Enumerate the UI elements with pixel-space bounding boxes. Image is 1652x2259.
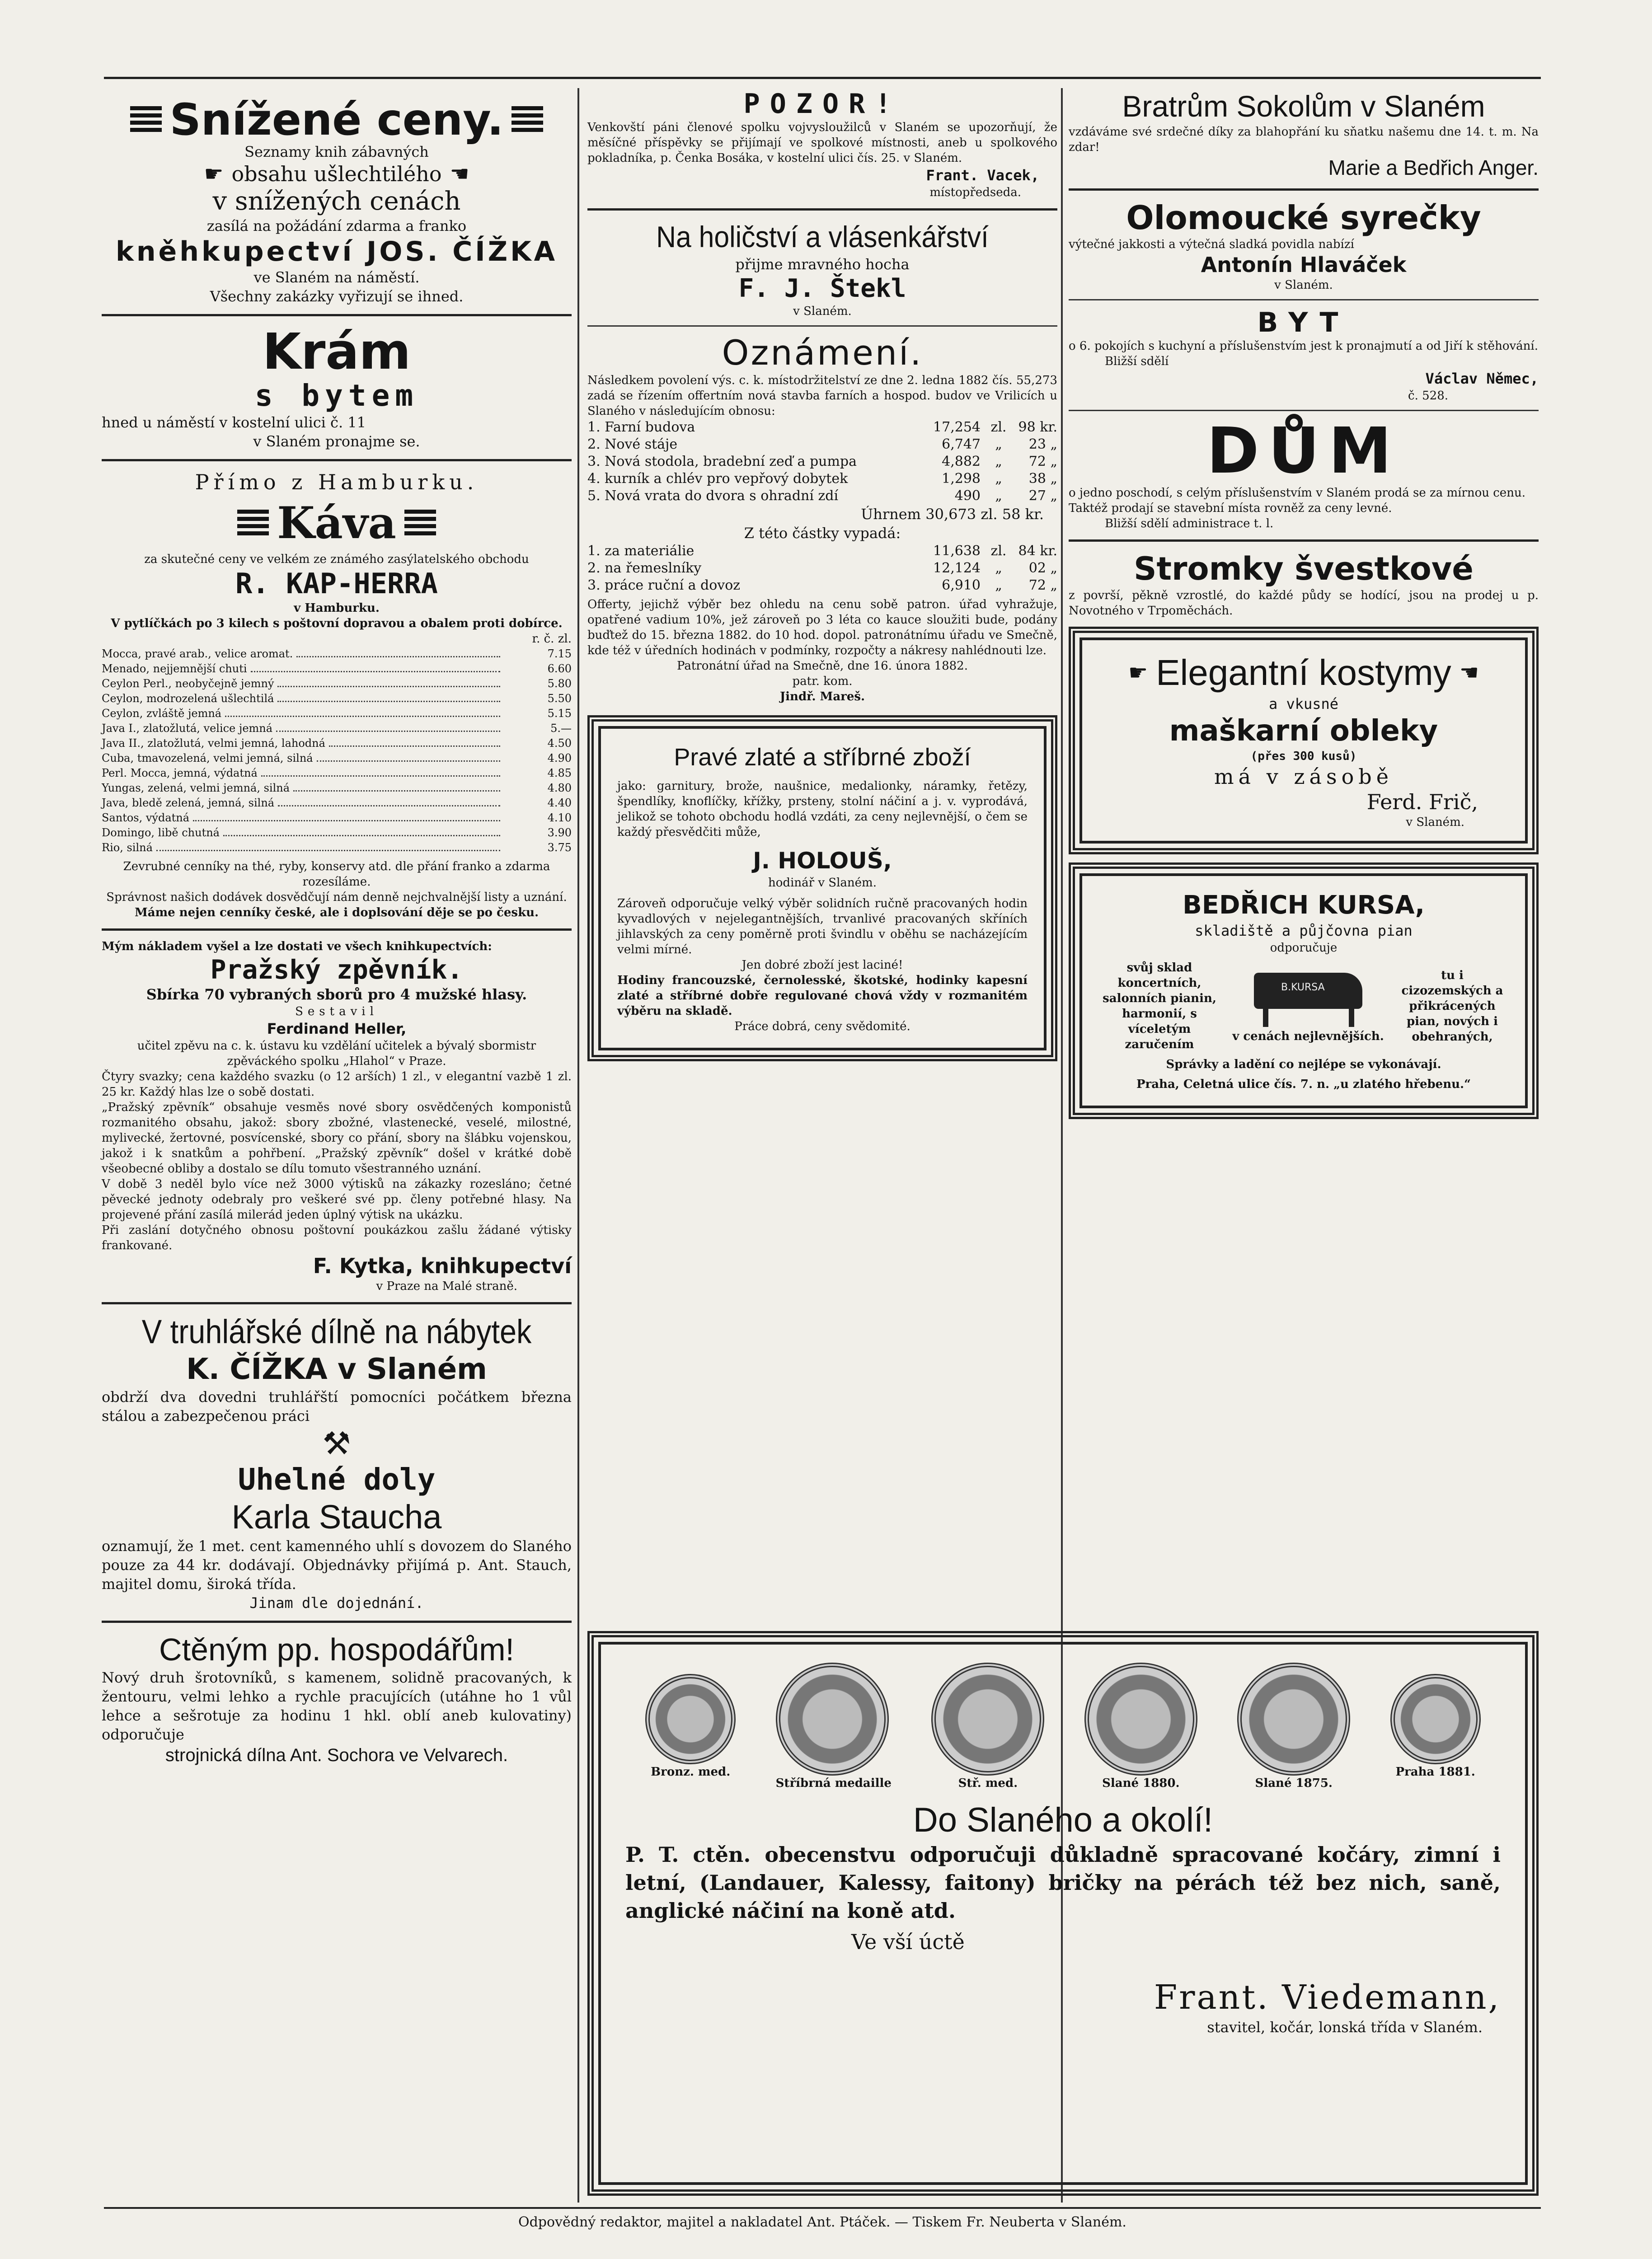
ad-hospodari: [102, 1631, 572, 1767]
ad-oznameni: [587, 333, 1057, 704]
cost-amount: 6,747: [942, 436, 981, 452]
ornament-bars-icon: [512, 106, 543, 133]
ad-title: POZOR!: [743, 88, 901, 120]
cost-row: [587, 453, 1057, 470]
medal-caption: Stř. med.: [958, 1776, 1018, 1790]
cost-kr: 27 „: [1028, 488, 1057, 504]
price-row: [102, 825, 572, 840]
ad-title: Elegantní kostymy: [1156, 652, 1451, 693]
ad-line: Správnost našich dodávek dosvědčují nám denně nejchvalnější listy a uznání.: [106, 890, 567, 904]
item-price: 5.80: [547, 677, 572, 690]
ad-body: svůj sklad koncertních, salonních pianin, harmonií, s víceletým zaručením: [1103, 961, 1216, 1051]
ad-title: BEDŘICH KURSA,: [1183, 890, 1425, 920]
ad-title: Na holičství a vlásenkářství: [656, 220, 989, 253]
seller-name: F. Kytka, knihkupectví: [313, 1254, 572, 1278]
price-row: [102, 796, 572, 811]
ad-name: Frant. Viedemann,: [1154, 1978, 1501, 2017]
price-row: [102, 751, 572, 766]
ad-line: odporučuje: [1270, 941, 1338, 955]
ad-body: tu i cizozemských a přikrácených pian, nových i obehraných,: [1401, 969, 1503, 1044]
dot-leader: [261, 775, 500, 777]
ad-line: v snížených cenách: [212, 187, 461, 216]
cost-row: [587, 560, 1057, 577]
dot-leader: [223, 835, 500, 836]
ad-line: č. 528.: [1408, 389, 1448, 403]
ad-kram: [102, 324, 572, 451]
price-row: [102, 676, 572, 691]
ad-title: Uhelné doly: [238, 1462, 436, 1497]
ad-title: Bratrům Sokolům v Slaném: [1122, 89, 1485, 123]
medal-icon: [776, 1663, 889, 1776]
price-row: [102, 661, 572, 676]
ad-title: Oznámení.: [722, 333, 923, 373]
price-row: [102, 840, 572, 855]
medal-caption: Slané 1875.: [1255, 1776, 1333, 1790]
ad-title: Káva: [277, 497, 396, 548]
cost-unit: „: [995, 454, 1002, 469]
ad-line: v Praze na Malé straně.: [376, 1279, 517, 1293]
price-row: [102, 721, 572, 736]
medal-icon: [1390, 1674, 1481, 1764]
ad-title: Snížené ceny.: [169, 94, 504, 145]
ad-snizene-ceny: [102, 94, 572, 306]
cost-total: Úhrnem 30,673 zl. 58 kr.: [861, 506, 1044, 523]
ad-sokol: [1069, 88, 1539, 180]
ad-line: V pytlíčkách po 3 kilech s poštovní dopravou a obalem proti dobírce.: [111, 617, 563, 630]
ad-title: BYT: [1257, 307, 1350, 338]
divider: [1069, 188, 1539, 191]
pointing-hand-icon: ☛: [1128, 660, 1148, 685]
ad-body: Následkem povolení výs. c. k. místodržitelství ze dne 2. ledna 1882 čís. 55,273 zadá se řízením offertním nová stavba farních a hospod. budov ve Vrilicích u Slaného v následujícím obnosu:: [587, 374, 1057, 418]
item-name: Domingo, libě chutná: [102, 826, 220, 839]
ad-kursa-box: [1069, 862, 1539, 1119]
ad-name: K. ČÍŽKA v Slaném: [186, 1353, 487, 1386]
dot-leader: [293, 790, 500, 792]
ad-body: o 6. pokojích s kuchyní a příslušenstvím jest k pronajmutí a od Jiří k stěhování.: [1069, 339, 1538, 353]
pointing-hand-icon: ☚: [450, 161, 469, 187]
divider: [102, 1621, 572, 1623]
pointing-hand-icon: ☛: [204, 161, 224, 187]
medal-caption: Bronz. med.: [651, 1765, 731, 1779]
ad-title: Stromky švestkové: [1134, 550, 1474, 587]
item-name: Ceylon, zvláště jemná: [102, 707, 222, 720]
ad-subtitle: Sbírka 70 vybraných sborů pro 4 mužské hlasy.: [146, 986, 527, 1003]
dot-leader: [193, 820, 500, 821]
dot-leader: [277, 686, 500, 687]
cost-item: 3. Nová stodola, bradební zeď a pumpa: [587, 454, 857, 469]
ad-line: hodinář v Slaném.: [768, 876, 877, 890]
item-price: 5.15: [547, 707, 572, 720]
item-price: 7.15: [547, 647, 572, 660]
author-name: Ferdinand Heller,: [267, 1020, 407, 1037]
ad-stromky: [1069, 550, 1539, 619]
dot-leader: [156, 850, 500, 851]
ad-body: vzdáváme své srdečné díky za blahopřání ku sňatku našemu dne 14. t. m. Na zdar!: [1069, 125, 1539, 154]
ad-title: Olomoucké syrečky: [1126, 199, 1481, 237]
ad-body: jako: garnitury, brože, naušnice, medalionky, náramky, řetězy, špendlíky, knoflíčky, křížky, prsteny, stolní náčiní a j. v. vyprodává, jelikož se tohoto obchodu hodlá vzdáti, za ceny nejlevnější, o čem se každý přesvědčiti může,: [617, 779, 1028, 839]
divider: [587, 208, 1057, 211]
cost-amount: 6,910: [942, 577, 981, 593]
ad-line: v Slaném.: [1274, 278, 1333, 292]
ad-line: Máme nejen cenníky české, ale i doplsování děje se po česku.: [134, 906, 539, 919]
ad-line: Bližší sdělí: [1105, 355, 1169, 368]
medal-icon: [1237, 1663, 1350, 1776]
price-row: [102, 736, 572, 751]
column-left: [102, 88, 572, 2203]
item-name: Rio, silná: [102, 841, 153, 854]
shop-name: kněhkupectví JOS. ČÍŽKA: [115, 236, 558, 267]
medal-icon: [645, 1674, 736, 1764]
item-name: Java II., zlatožlutá, velmi jemná, lahodná: [102, 737, 325, 750]
medal-icon: [1084, 1663, 1197, 1776]
cost-item: 1. za materiálie: [587, 543, 695, 559]
cost-amount: 4,882: [942, 454, 981, 469]
ad-line: ve Slaném na náměstí.: [253, 269, 420, 286]
cost-kr: 23 „: [1028, 436, 1057, 452]
dot-leader: [296, 656, 500, 657]
firm-name: R. KAP-HERRA: [235, 567, 438, 600]
dot-leader: [276, 731, 500, 732]
cost-amount: 1,298: [942, 471, 981, 487]
ad-line: učitel zpěvu na c. k. ústavu ku vzdělání učitelek a bývalý sbormistr zpěváckého spolku „Hlahol“ v Praze.: [137, 1039, 536, 1068]
item-name: Ceylon Perl., neobyčejně jemný: [102, 677, 274, 690]
ad-name: Antonín Hlaváček: [1201, 253, 1407, 277]
ad-body: o jedno poschodí, s celým příslušenstvím v Slaném prodá se za mírnou cenu.: [1069, 486, 1525, 500]
cost-amount: 11,638: [933, 543, 981, 559]
cost-item: 1. Farní budova: [587, 419, 695, 435]
divider: [1069, 539, 1539, 542]
ad-title: V truhlářské dílně na nábytek: [141, 1313, 532, 1350]
ad-holous-box: [587, 715, 1057, 1061]
ad-title: Pravé zlaté a stříbrné zboží: [674, 744, 971, 771]
price-row: [102, 766, 572, 781]
ad-body: Offerty, jejichž výběr bez ohledu na cenu sobě patron. úřad vyhražuje, opatřené vadium 10%, jež zároveň po 3 léta co kauce sloužiti bude, podány buďtež do 15. března 1882. do 10 hod. dopol. patronátnímu úřadu ve Smečně, kde též v úředních hodinách v podmínky, rozpočty a nákresy nahlédnouti lze.: [587, 598, 1057, 657]
cost-kr: 72 „: [1028, 577, 1057, 593]
ad-body: z površí, pěkně vzrostlé, do každé půdy se hodící, jsou na prodej u p. Novotného v Trpoměchách.: [1069, 589, 1539, 618]
ad-title: Ctěným pp. hospodářům!: [159, 1632, 514, 1667]
ad-line: Čtyry svazky; cena každého svazku (o 12 arších) 1 zl., v elegantní vazbě 1 zl. 25 kr. Každý hlas lze o sobě dostati.: [102, 1070, 572, 1099]
item-name: Mocca, pravé arab., velice aromat.: [102, 647, 293, 660]
cost-unit: „: [995, 471, 1002, 487]
medals-row: [625, 1663, 1501, 1791]
ad-body: Venkovští páni členové spolku vojvysloužilců v Slaném se upozorňují, že měsíčné příspěvky se přijímají ve spolkové místnosti, aneb u spolkového pokladníka, p. Čenka Bosáka, v kostelní ulici čís. 25. v Slaném.: [587, 121, 1057, 165]
ad-body: Zároveň odporučuje velký výběr solidních ručně pracovaných hodin kyvadlových v nejelegantnějších, trvanlivé pracovaných skříních jihlavských za ceny poměrně proti švindlu v oběhu se nacházejícím velmi mírné.: [617, 897, 1028, 956]
ad-byt: [1069, 307, 1539, 403]
ornament-bars-icon: [404, 510, 436, 537]
price-row: [102, 691, 572, 706]
ad-line: v Slaném.: [1406, 815, 1464, 829]
price-list: [102, 647, 572, 855]
ad-line: Z této částky vypadá:: [744, 525, 901, 542]
cost-unit: zl.: [990, 419, 1007, 435]
ad-line: má v zásobě: [1214, 764, 1393, 789]
ad-viedemann-box: [587, 1631, 1539, 2196]
divider: [102, 459, 572, 461]
ad-pozor: [587, 88, 1057, 200]
ad-body: Taktéž prodají se stavební místa rovněž za ceny levné.: [1069, 501, 1392, 515]
ad-line: v Hamburku.: [294, 601, 380, 615]
ad-body: Hodiny francouzské, černolesské, škotské, hodinky kapesní zlaté a stříbrné dobře regulované chová vždy v rozmanitém výběru na skladě.: [617, 974, 1028, 1018]
divider: [102, 928, 572, 931]
ad-line: Správky a ladění co nejlépe se vykonávají.: [1166, 1058, 1441, 1071]
cost-row: [587, 577, 1057, 594]
cost-item: 2. Nové stáje: [587, 436, 678, 452]
cost-amount: 12,124: [933, 560, 981, 576]
ad-body: oznamují, že 1 met. cent kamenného uhlí s dovozem do Slaného pouze za 44 kr. dodávají. Objednávky přijímá p. Ant. Stauch, majitel domu, široká třída.: [102, 1537, 572, 1593]
ad-subtitle: s bytem: [254, 378, 419, 413]
dot-leader: [251, 671, 500, 672]
ad-line: v cenách nejlevnějších.: [1232, 1030, 1384, 1043]
divider: [1069, 299, 1539, 300]
ad-name: Ferd. Frič,: [1366, 790, 1478, 814]
cost-unit: „: [995, 560, 1002, 576]
signature: Jindř. Mareš.: [779, 690, 865, 703]
signature: Václav Němec,: [1425, 370, 1539, 387]
imprint: Odpovědný redaktor, majitel a nakladatel Ant. Ptáček. — Tiskem Fr. Neuberta v Slaném.: [104, 2207, 1541, 2230]
cost-split-table: [587, 543, 1057, 594]
piano-label: B.KURSA: [1281, 982, 1325, 993]
cost-item: 2. na řemeslníky: [587, 560, 702, 576]
signature-role: místopředseda.: [929, 186, 1021, 199]
ad-line: Sestavil: [295, 1005, 378, 1018]
ad-title: maškarní obleky: [1169, 714, 1438, 748]
ad-body: výtečné jakkosti a výtečná sladká povidla nabízí: [1069, 238, 1354, 251]
firm-name: strojnická dílna Ant. Sochora ve Velvarech.: [165, 1745, 508, 1765]
ad-uhelne-doly: [102, 1462, 572, 1612]
ad-line: a vkusné: [1268, 695, 1339, 712]
item-price: 4.10: [547, 811, 572, 824]
ad-line: Seznamy knih zábavných: [244, 143, 429, 160]
dot-leader: [329, 745, 500, 747]
ad-body: „Pražský zpěvník“ obsahuje vesměs nové sbory osvědčených komponistů rozmanitého obsahu, jakož: sbory zbožné, vlastenecké, veselé, milostné, mylivecké, žertovné, posvícenské, sbory co přání, sbory na šlábku vojenskou, jakož i k snatkům a pohřbení. „Pražský zpěvník“ došel v krátké době všeobecné obliby a dostalo se dílu tomuto všestranného uznání.: [102, 1101, 572, 1176]
cost-item: 3. práce ruční a dovoz: [587, 577, 741, 593]
price-row: [102, 706, 572, 721]
item-name: Perl. Mocca, jemná, výdatná: [102, 767, 258, 779]
ad-line: zasílá na požádání zdarma a franko: [206, 217, 467, 234]
ad-line: v Slaném.: [793, 305, 852, 318]
item-price: 4.40: [547, 797, 572, 809]
item-name: Yungas, zelená, velmi jemná, silná: [102, 782, 290, 794]
cost-row: [587, 419, 1057, 436]
divider: [102, 1302, 572, 1304]
cost-table: [587, 419, 1057, 505]
item-price: 5.—: [550, 722, 572, 735]
cost-kr: 38 „: [1028, 471, 1057, 487]
ad-line: skladiště a půjčovna pian: [1195, 922, 1413, 939]
item-price: 5.50: [547, 692, 572, 705]
ad-line: za skutečné ceny ve velkém ze známého zasýlatelského obchodu: [144, 553, 529, 566]
medal-caption: Praha 1881.: [1395, 1765, 1475, 1779]
price-row: [102, 647, 572, 661]
divider: [1069, 410, 1539, 411]
ornament-bars-icon: [130, 106, 162, 133]
cost-amount: 490: [954, 488, 981, 504]
cost-row: [587, 487, 1057, 505]
item-price: 6.60: [547, 662, 572, 675]
ad-line: Mým nákladem vyšel a lze dostati ve všech knihkupectvích:: [102, 940, 492, 953]
dot-leader: [317, 760, 500, 762]
item-price: 4.80: [547, 782, 572, 794]
item-name: Ceylon, modrozelená ušlechtilá: [102, 692, 274, 705]
ad-line: obsahu ušlechtilého: [231, 162, 442, 186]
tools-icon: ⚒: [322, 1425, 351, 1462]
price-row: [102, 781, 572, 796]
ad-body: P. T. ctěn. obecenstvu odporučuji důkladně spracované kočáry, zimní i letní, (Landauer, Kalessy, faitony) bričky na pérách též bez nich, saně, anglické náčiní na koně atd.: [625, 1842, 1501, 1923]
ad-syrecky: [1069, 199, 1539, 293]
cost-unit: „: [995, 577, 1002, 593]
item-name: Menado, nejjemnější chuti: [102, 662, 247, 675]
signature-role: patr. kom.: [792, 675, 853, 688]
item-price: 4.50: [547, 737, 572, 750]
ad-line: Bližší sdělí administrace t. l.: [1105, 517, 1274, 530]
divider: [102, 314, 572, 316]
ad-line: přijme mravného hocha: [735, 256, 910, 273]
signature: Marie a Bedřich Anger.: [1328, 156, 1539, 179]
ad-headline: Do Slaného a okolí!: [913, 1801, 1213, 1839]
ad-line: Praha, Celetná ulice čís. 7. n. „u zlatého hřebenu.“: [1136, 1078, 1471, 1091]
item-price: 4.90: [547, 752, 572, 764]
ad-name: F. J. Štekl: [738, 274, 906, 303]
ad-line: Ve vší úctě: [851, 1930, 965, 1954]
ad-line: stavitel, kočár, lonská třída v Slaném.: [1207, 2019, 1483, 2036]
item-name: Santos, výdatná: [102, 811, 190, 824]
ornament-bars-icon: [237, 510, 269, 537]
ad-dum: [1069, 414, 1539, 531]
medal-caption: Stříbrná medaille: [775, 1776, 892, 1790]
ad-line: hned u náměstí v kostelní ulici č. 11: [102, 414, 366, 431]
dot-leader: [277, 701, 500, 702]
item-price: 4.85: [547, 767, 572, 779]
ad-body: obdrží dva dovedni truhlářští pomocníci počátkem března stálou a zabezpečenou práci: [102, 1388, 572, 1425]
cost-unit: zl.: [990, 543, 1007, 559]
cost-row: [587, 543, 1057, 560]
ad-name: J. HOLOUŠ,: [753, 848, 892, 874]
ad-header: Přímo z Hamburku.: [195, 470, 479, 494]
divider: [587, 325, 1057, 327]
ad-body: Při zaslání dotyčného obnosu poštovní poukázkou zašlu žádané výtisky frankované.: [102, 1223, 572, 1252]
item-name: Java, bledě zelená, jemná, silná: [102, 797, 275, 809]
ad-body: Nový druh šrotovníků, s kamenem, solidně pracovaných, k žentouru, velmi lehko a rychle pracujících (utáhne ho 1 vůl lehce a sešrotuje za hodinu 1 hkl. oblí aneb kulovatiny) odporučuje: [102, 1669, 572, 1743]
cost-kr: 02 „: [1028, 560, 1057, 576]
ad-title: Pražský zpěvník.: [210, 954, 463, 985]
ad-line: Práce dobrá, ceny svědomité.: [734, 1020, 910, 1033]
dot-leader: [225, 716, 500, 717]
ad-line: Jen dobré zboží jest laciné!: [742, 958, 903, 972]
price-unit: r. č. zl.: [532, 632, 572, 646]
cost-amount: 17,254: [933, 419, 981, 435]
cost-row: [587, 436, 1057, 453]
ad-holicstvi: [587, 219, 1057, 319]
ad-title: Krám: [262, 323, 411, 380]
ad-title: DŮM: [1206, 414, 1401, 488]
ad-line: (přes 300 kusů): [1250, 750, 1357, 763]
ad-fric-box: [1069, 627, 1539, 854]
ad-truhlar: [102, 1312, 572, 1425]
pointing-hand-icon: ☚: [1459, 660, 1479, 685]
cost-kr: 84 kr.: [1018, 543, 1057, 559]
price-row: [102, 811, 572, 825]
medal-icon: [931, 1663, 1044, 1776]
ad-line: Všechny zakázky vyřizují se ihned.: [210, 288, 464, 305]
ad-zpevnik: [102, 939, 572, 1294]
item-price: 3.90: [547, 826, 572, 839]
ad-line: v Slaném pronajme se.: [253, 433, 420, 450]
ad-line: Zevrubné cenníky na thé, ryby, konservy atd. dle přání franko a zdarma rozesílámе.: [123, 860, 550, 889]
item-price: 3.75: [547, 841, 572, 854]
cost-unit: „: [995, 488, 1002, 504]
ad-line: Patronátní úřad na Smečně, dne 16. února 1882.: [677, 659, 968, 673]
cost-kr: 98 kr.: [1018, 419, 1057, 435]
ad-kava: [102, 469, 572, 920]
cost-kr: 72 „: [1028, 454, 1057, 469]
signature: Frant. Vacek,: [926, 167, 1039, 184]
item-name: Java I., zlatožlutá, velice jemná: [102, 722, 273, 735]
medal-caption: Slané 1880.: [1102, 1776, 1180, 1790]
cost-row: [587, 470, 1057, 487]
ad-line: Jinam dle dojednání.: [249, 1594, 424, 1612]
ad-name: Karla Staucha: [231, 1498, 442, 1536]
cost-item: 5. Nová vrata do dvora s ohradní zdí: [587, 488, 839, 504]
cost-unit: „: [995, 436, 1002, 452]
top-rule: [104, 77, 1541, 79]
ad-body: V době 3 neděl bylo více než 3000 výtisků na zákazky rozesláno; četné pěvecké jednoty odebraly pro veškeré své pp. členy potřebné hlasy. Na projevené přání zasílá milerád jeden úplný výtisk na ukázku.: [102, 1177, 572, 1222]
piano-icon: [1249, 968, 1367, 1027]
column-divider: [577, 88, 579, 2203]
item-name: Cuba, tmavozelená, velmi jemná, silná: [102, 752, 313, 764]
cost-item: 4. kurník a chlév pro vepřový dobytek: [587, 471, 848, 487]
dot-leader: [278, 805, 500, 806]
